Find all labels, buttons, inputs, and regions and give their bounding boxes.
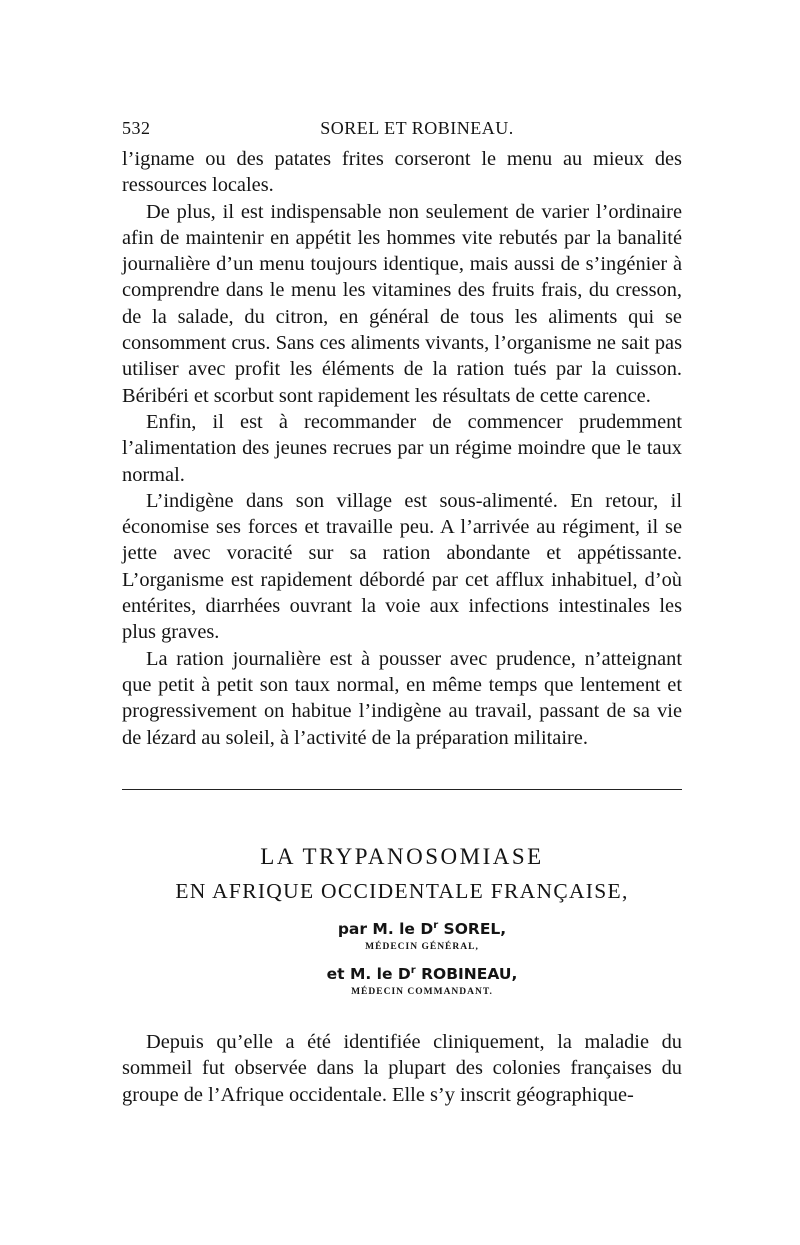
article-subtitle: EN AFRIQUE OCCIDENTALE FRANÇAISE,: [175, 878, 629, 903]
section-divider: [122, 789, 682, 790]
author-rank-1: MÉDECIN GÉNÉRAL,: [365, 941, 479, 952]
author-byline-1: [122, 915, 682, 940]
paragraph: La ration journalière est à pousser avec prudence, n’atteignant que petit à petit son taux normal, en même temps que lentement et progressivement on habitue l’indigène au travail, passant de sa vie de lézard au soleil, à l’activité de la préparation militaire.: [122, 647, 682, 749]
author-name: SOREL,: [438, 919, 507, 938]
running-header: [122, 116, 682, 146]
byline-sup: r: [410, 964, 416, 976]
paragraph: l’igname ou des patates frites corseront le menu au mieux des ressources locales.: [122, 148, 682, 197]
byline-prefix: et M. le D: [326, 965, 411, 984]
author-rank-2: MÉDECIN COMMANDANT.: [351, 987, 493, 998]
paragraph: L’indigène dans son village est sous-alimenté. En retour, il économise ses forces et travaille peu. A l’arrivée au régiment, il se jette avec voracité sur sa ration abondante et appétissante. L’organisme est rapidement débordé par cet afflux inhabituel, d’où entérites, diarrhées ouvrant la voie aux infections intestinales les plus graves.: [122, 489, 682, 644]
running-title: SOREL ET ROBINEAU.: [320, 118, 514, 138]
body-text: [122, 146, 682, 751]
paragraph: De plus, il est indispensable non seulement de varier l’ordinaire afin de maintenir en appétit les hommes vite rebutés par la banalité journalière d’un menu toujours identique, mais aussi de s’ingénier à comprendre dans le menu les vitamines des fruits frais, du cresson, de la salade, du citron, en général de tous les aliments qui se consomment crus. Sans ces aliments vivants, l’organisme ne sait pas utiliser avec profit les éléments de la ration tués par la cuisson. Béribéri et scorbut sont rapidement les résultats de cette carence.: [122, 200, 682, 407]
article-title: LA TRYPANOSOMIASE: [260, 843, 544, 869]
author-byline-2: [122, 960, 682, 985]
paragraph: Enfin, il est à recommander de commencer prudemment l’alimentation des jeunes recrues par un régime moindre que le taux normal.: [122, 410, 682, 486]
article-intro: [122, 1029, 682, 1108]
paragraph: Depuis qu’elle a été identifiée cliniquement, la maladie du sommeil fut observée dans la plupart des colonies françaises du groupe de l’Afrique occidentale. Elle s’y inscrit géographique-: [122, 1031, 682, 1106]
byline-sup: r: [433, 919, 439, 931]
page-number: 532: [122, 118, 151, 138]
byline-prefix: par M. le D: [337, 919, 434, 938]
document-page: [122, 116, 682, 1108]
author-name: ROBINEAU,: [415, 965, 518, 984]
